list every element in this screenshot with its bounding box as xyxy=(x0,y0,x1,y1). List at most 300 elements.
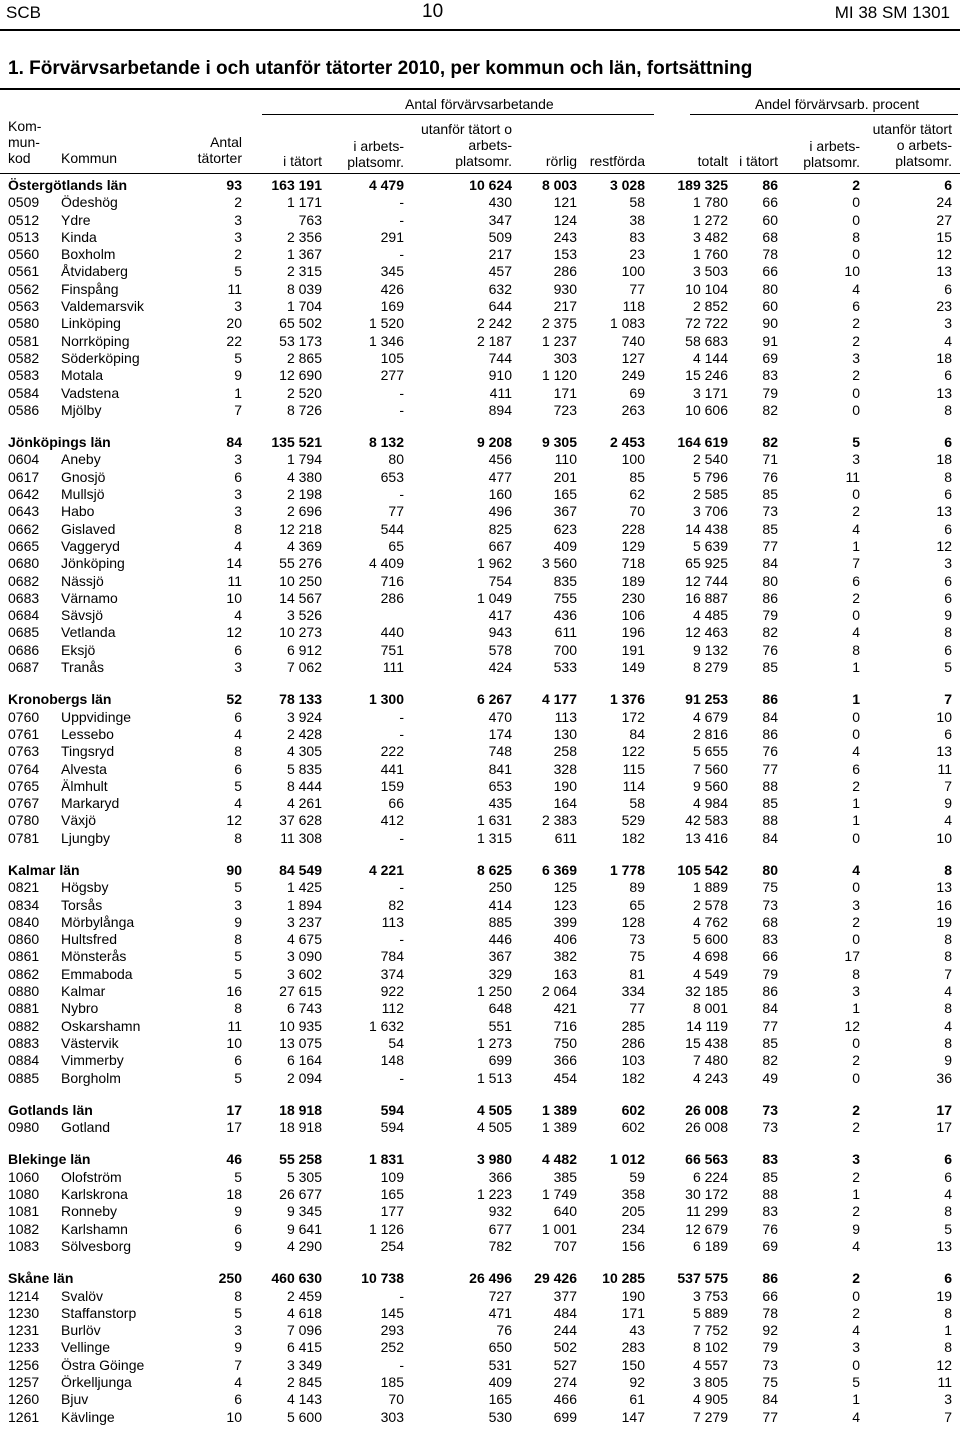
cell-value: 531 xyxy=(488,1356,512,1373)
cell-value: 2 xyxy=(234,194,242,211)
cell-kommun: Tranås xyxy=(61,659,105,676)
cell-value: 12 690 xyxy=(279,367,322,384)
cell-value: 640 xyxy=(553,1203,577,1220)
cell-value: 66 xyxy=(762,194,778,211)
cell-value: 727 xyxy=(488,1287,512,1304)
cell-value: 0 xyxy=(852,725,860,742)
cell-kommun: Ydre xyxy=(61,211,91,228)
col-i-tatort: i tätort xyxy=(283,153,322,169)
cell-value: 110 xyxy=(554,451,577,468)
cell-kod: 0763 xyxy=(8,743,40,760)
cell-value: 8 xyxy=(234,829,242,846)
cell-value: 7 279 xyxy=(692,1408,728,1425)
cell-value: 594 xyxy=(380,1119,404,1136)
cell-value: 1 xyxy=(852,1186,860,1203)
cell-value: 150 xyxy=(621,1356,645,1373)
cell-value: 441 xyxy=(380,760,404,777)
cell-kommun: Uppvidinge xyxy=(61,708,132,725)
cell-value: 20 xyxy=(226,315,242,332)
cell-value: 65 925 xyxy=(685,555,728,572)
cell-value: 174 xyxy=(488,725,512,742)
cell-value: 250 xyxy=(218,1270,242,1287)
cell-value: 125 xyxy=(553,879,577,896)
cell-value: 70 xyxy=(388,1391,404,1408)
cell-value: 38 xyxy=(629,211,645,228)
table-row xyxy=(0,315,960,332)
cell-value: 4 xyxy=(944,983,952,1000)
cell-value: 80 xyxy=(762,572,778,589)
cell-value: 84 xyxy=(226,434,242,451)
cell-kod: 0767 xyxy=(8,795,40,812)
cell-value: 2 xyxy=(852,367,860,384)
cell-value: 23 xyxy=(936,298,952,315)
table-row xyxy=(0,879,960,896)
table-row xyxy=(0,469,960,486)
cell-value: 4 369 xyxy=(286,537,322,554)
cell-value: 3 xyxy=(234,451,242,468)
table-row xyxy=(0,1409,960,1426)
cell-value: 14 567 xyxy=(279,589,322,606)
cell-value: 149 xyxy=(621,659,645,676)
county-row xyxy=(0,1102,960,1119)
cell-value: 9 345 xyxy=(286,1203,322,1220)
cell-value: 303 xyxy=(553,349,577,366)
cell-value: 4 xyxy=(234,1374,242,1390)
cell-value: 677 xyxy=(488,1220,512,1237)
cell-value: 5 835 xyxy=(286,760,322,777)
county-row xyxy=(0,1151,960,1168)
table-row xyxy=(0,931,960,948)
group-antal: Antal förvärvsarbetande xyxy=(405,96,554,112)
cell-kod: 1256 xyxy=(8,1356,40,1373)
cell-value: 85 xyxy=(762,486,778,503)
cell-value: 80 xyxy=(762,280,778,297)
cell-value: 4 675 xyxy=(286,931,322,948)
cell-value: 7 xyxy=(944,1408,952,1425)
cell-value: 4 xyxy=(852,861,860,878)
cell-value: 89 xyxy=(629,879,645,896)
col-p-i-arb: i arbets- platsomr. xyxy=(803,138,860,170)
cell-value: 454 xyxy=(553,1069,577,1086)
cell-value: - xyxy=(399,1069,404,1086)
cell-value: 90 xyxy=(762,315,778,332)
cell-value: 283 xyxy=(621,1339,645,1356)
cell-kommun: Markaryd xyxy=(61,795,120,812)
cell-value: 24 xyxy=(936,194,952,211)
cell-value: 4 177 xyxy=(541,691,577,708)
cell-value: 8 xyxy=(944,931,952,948)
cell-value: 113 xyxy=(381,913,404,930)
cell-value: 527 xyxy=(553,1356,577,1373)
cell-kod: 0662 xyxy=(8,520,40,537)
cell-value: 13 xyxy=(936,263,952,280)
cell-value: 3 349 xyxy=(286,1356,322,1373)
cell-value: 3 xyxy=(234,298,242,315)
cell-value: 8 xyxy=(234,1287,242,1304)
cell-value: 7 xyxy=(234,1356,242,1373)
cell-value: 0 xyxy=(852,879,860,896)
cell-value: 17 xyxy=(844,948,860,965)
cell-value: 5 639 xyxy=(692,537,728,554)
cell-value: 100 xyxy=(621,263,645,280)
cell-value: 8 039 xyxy=(286,280,322,297)
cell-value: 2 242 xyxy=(476,315,512,332)
cell-value: 1 367 xyxy=(286,246,322,263)
cell-value: 406 xyxy=(553,931,577,948)
col-rorlig: rörlig xyxy=(545,153,577,169)
cell-value: 156 xyxy=(621,1237,645,1254)
cell-kod: 1080 xyxy=(8,1186,40,1203)
cell-value: 4 409 xyxy=(368,555,404,572)
cell-value: 3 028 xyxy=(609,177,645,193)
cell-value: 8 xyxy=(234,1000,242,1017)
cell-kod: 0642 xyxy=(8,486,40,503)
cell-value: 4 380 xyxy=(286,468,322,485)
table-row xyxy=(0,263,960,280)
cell-value: 2 xyxy=(852,1203,860,1220)
cell-value: 1 xyxy=(852,795,860,812)
cell-kod: 0883 xyxy=(8,1034,40,1051)
cell-value: 77 xyxy=(762,1017,778,1034)
cell-value: 367 xyxy=(553,503,577,520)
cell-value: 1 120 xyxy=(541,367,577,384)
cell-value: 15 xyxy=(936,228,952,245)
cell-value: 4 xyxy=(234,795,242,812)
cell-value: 105 xyxy=(380,349,404,366)
cell-value: 73 xyxy=(762,1119,778,1136)
cell-value: 4 xyxy=(852,280,860,297)
cell-value: 77 xyxy=(388,503,404,520)
cell-kommun: Vimmerby xyxy=(61,1052,124,1069)
cell-kod: 0760 xyxy=(8,708,40,725)
cell-value: 84 xyxy=(762,555,778,572)
cell-value: 286 xyxy=(621,1034,645,1051)
cell-value: 12 xyxy=(936,537,952,554)
cell-value: 0 xyxy=(852,401,860,418)
cell-value: 537 575 xyxy=(677,1270,728,1287)
cell-kommun: Jönköping xyxy=(61,555,125,572)
cell-value: 12 xyxy=(226,624,242,641)
cell-value: 4 xyxy=(944,1186,952,1203)
table-row xyxy=(0,402,960,419)
cell-value: 1 780 xyxy=(692,194,728,211)
cell-value: 55 276 xyxy=(279,555,322,572)
cell-value: 8 xyxy=(852,641,860,658)
page-header xyxy=(0,0,960,30)
cell-value: 3 xyxy=(944,1391,952,1408)
cell-value: 85 xyxy=(762,1034,778,1051)
cell-value: 69 xyxy=(762,349,778,366)
cell-value: 76 xyxy=(762,743,778,760)
cell-value: 943 xyxy=(488,624,512,641)
cell-value: 22 xyxy=(226,332,242,349)
cell-value: 88 xyxy=(762,812,778,829)
cell-value: 258 xyxy=(553,743,577,760)
cell-value: 16 887 xyxy=(685,589,728,606)
cell-kod: 0680 xyxy=(8,555,40,572)
cell-value: 263 xyxy=(621,401,645,418)
cell-value: 6 xyxy=(944,1168,952,1185)
cell-value: 169 xyxy=(380,298,404,315)
cell-value: 723 xyxy=(553,401,577,418)
cell-value: 460 630 xyxy=(271,1270,322,1287)
cell-value: 14 xyxy=(226,555,242,572)
cell-value: 14 119 xyxy=(686,1017,728,1034)
cell-kommun: Hultsfred xyxy=(61,931,118,948)
cell-value: 6 267 xyxy=(476,691,512,708)
cell-kommun: Norrköping xyxy=(61,332,130,349)
cell-kod: 0764 xyxy=(8,760,40,777)
table-row xyxy=(0,1357,960,1374)
cell-value: 129 xyxy=(621,537,645,554)
cell-value: 3 090 xyxy=(286,948,322,965)
table-row xyxy=(0,555,960,572)
cell-value: 114 xyxy=(622,777,645,794)
cell-value: 10 xyxy=(226,1408,242,1425)
cell-value: 171 xyxy=(621,1304,645,1321)
cell-value: 4 xyxy=(234,607,242,624)
cell-value: 10 285 xyxy=(602,1270,645,1287)
county-row xyxy=(0,434,960,451)
table-row xyxy=(0,1374,960,1391)
cell-kommun: Vellinge xyxy=(61,1339,111,1356)
cell-value: 740 xyxy=(621,332,645,349)
cell-value: 8 102 xyxy=(692,1339,728,1356)
cell-value: 83 xyxy=(629,228,645,245)
cell-value: 105 542 xyxy=(677,861,728,878)
cell-value: 6 xyxy=(852,298,860,315)
cell-value: 835 xyxy=(553,572,577,589)
cell-value: 4 xyxy=(852,1408,860,1425)
cell-value: 2 315 xyxy=(286,263,322,280)
cell-value: 73 xyxy=(762,1101,778,1118)
table-row xyxy=(0,1322,960,1339)
table-row xyxy=(0,966,960,983)
cell-value: 8 xyxy=(234,931,242,948)
cell-value: 2 356 xyxy=(286,228,322,245)
cell-value: 1 889 xyxy=(692,879,728,896)
cell-kod: 1060 xyxy=(8,1168,40,1185)
cell-value: 10 250 xyxy=(279,572,322,589)
cell-kod: 1233 xyxy=(8,1339,40,1356)
header-rule xyxy=(0,29,960,31)
cell-kommun: Boxholm xyxy=(61,246,116,263)
cell-value: 529 xyxy=(621,812,645,829)
cell-value: 4 xyxy=(944,332,952,349)
cell-value: - xyxy=(399,879,404,896)
cell-value: 3 706 xyxy=(692,503,728,520)
table-row xyxy=(0,451,960,468)
cell-value: 4 905 xyxy=(692,1391,728,1408)
cell-value: 84 xyxy=(762,708,778,725)
cell-value: 55 258 xyxy=(279,1151,322,1168)
cell-value: 6 xyxy=(944,367,952,384)
cell-value: 12 xyxy=(226,812,242,829)
cell-value: 5 xyxy=(234,879,242,896)
cell-value: 0 xyxy=(852,384,860,401)
cell-kod: 0584 xyxy=(8,384,40,401)
cell-kod: 1257 xyxy=(8,1374,40,1390)
cell-value: 5 xyxy=(234,263,242,280)
cell-value: 334 xyxy=(621,983,645,1000)
cell-value: 367 xyxy=(488,948,512,965)
col-i-arb: i arbets- platsomr. xyxy=(347,138,404,170)
cell-value: 1 171 xyxy=(286,194,322,211)
cell-kommun: Mönsterås xyxy=(61,948,127,965)
cell-value: 471 xyxy=(488,1304,512,1321)
table-row xyxy=(0,812,960,829)
cell-value: 4 679 xyxy=(692,708,728,725)
cell-value: 222 xyxy=(380,743,404,760)
cell-value: 17 xyxy=(936,1119,952,1136)
cell-value: 2 459 xyxy=(286,1287,322,1304)
table-row xyxy=(0,486,960,503)
cell-value: 8 xyxy=(852,228,860,245)
cell-value: 544 xyxy=(380,520,404,537)
cell-value: 417 xyxy=(488,607,512,624)
cell-value: 699 xyxy=(553,1408,577,1425)
cell-kod: 0861 xyxy=(8,948,40,965)
cell-value: 85 xyxy=(629,468,645,485)
cell-value: 78 xyxy=(762,1304,778,1321)
cell-value: 602 xyxy=(621,1119,645,1136)
cell-value: 2 198 xyxy=(286,486,322,503)
cell-value: 6 xyxy=(234,1391,242,1408)
cell-value: 217 xyxy=(488,246,512,263)
cell-value: 7 062 xyxy=(286,659,322,676)
cell-value: 27 xyxy=(936,211,952,228)
table-row xyxy=(0,229,960,246)
cell-value: 1 xyxy=(852,1391,860,1408)
cell-value: 11 xyxy=(845,468,860,485)
cell-value: 80 xyxy=(762,861,778,878)
cell-value: 2 xyxy=(852,1304,860,1321)
cell-value: 1 520 xyxy=(368,315,404,332)
cell-value: 13 075 xyxy=(279,1034,322,1051)
cell-kod: 0617 xyxy=(8,468,40,485)
table-row xyxy=(0,333,960,350)
cell-kommun: Gislaved xyxy=(61,520,116,537)
table-row xyxy=(0,726,960,743)
cell-value: - xyxy=(399,401,404,418)
cell-value: 165 xyxy=(553,486,577,503)
cell-value: 894 xyxy=(488,401,512,418)
cell-value: 2 453 xyxy=(609,434,645,451)
cell-kommun: Åtvidaberg xyxy=(61,263,128,280)
cell-value: 77 xyxy=(629,280,645,297)
cell-value: 1 049 xyxy=(476,589,512,606)
table-row xyxy=(0,897,960,914)
cell-kommun: Linköping xyxy=(61,315,121,332)
cell-value: 1 704 xyxy=(286,298,322,315)
cell-value: 0 xyxy=(852,1034,860,1051)
cell-value: 3 xyxy=(852,451,860,468)
cell-value: 127 xyxy=(621,349,645,366)
cell-value: 1 xyxy=(852,691,860,708)
cell-value: 68 xyxy=(762,228,778,245)
cell-value: 111 xyxy=(382,659,404,676)
cell-kommun: Växjö xyxy=(61,812,97,829)
cell-value: 8 xyxy=(852,965,860,982)
cell-value: 328 xyxy=(553,760,577,777)
cell-value: 3 xyxy=(234,1322,242,1339)
cell-value: 42 583 xyxy=(685,812,728,829)
cell-kod: 0684 xyxy=(8,607,40,624)
cell-value: 88 xyxy=(762,1186,778,1203)
cell-value: 9 641 xyxy=(286,1220,322,1237)
cell-value: 18 xyxy=(936,451,952,468)
cell-value: 5 xyxy=(234,349,242,366)
cell-value: 2 578 xyxy=(692,896,728,913)
cell-value: 3 482 xyxy=(692,228,728,245)
cell-kommun: Habo xyxy=(61,503,95,520)
cell-value: 4 984 xyxy=(692,795,728,812)
cell-value: 185 xyxy=(380,1374,404,1390)
cell-value: 189 xyxy=(621,572,645,589)
col-p-utanfor: utanför tätort o arbets- platsomr. xyxy=(872,121,952,169)
cell-value: 26 677 xyxy=(279,1186,322,1203)
cell-value: 92 xyxy=(762,1322,778,1339)
cell-kommun: Gnosjö xyxy=(61,468,106,485)
cell-value: 77 xyxy=(762,1408,778,1425)
cell-kod: 1083 xyxy=(8,1237,40,1254)
cell-value: 2 845 xyxy=(286,1374,322,1390)
cell-value: 611 xyxy=(554,829,577,846)
cell-value: 9 xyxy=(234,1237,242,1254)
cell-value: - xyxy=(399,1287,404,1304)
cell-value: 23 xyxy=(629,246,645,263)
cell-kod: 0880 xyxy=(8,983,40,1000)
cell-value: 9 xyxy=(944,1052,952,1069)
cell-value: 92 xyxy=(629,1374,645,1390)
cell-value: 37 628 xyxy=(279,812,322,829)
cell-value: 0 xyxy=(852,1356,860,1373)
cell-value: 2 xyxy=(852,589,860,606)
cell-value: 4 xyxy=(234,725,242,742)
cell-value: 191 xyxy=(621,641,645,658)
table-row xyxy=(0,761,960,778)
cell-value: 5 305 xyxy=(286,1168,322,1185)
cell-value: 54 xyxy=(388,1034,404,1051)
cell-kod: 1214 xyxy=(8,1287,40,1304)
cell-value: 11 xyxy=(227,1017,242,1034)
table-row xyxy=(0,350,960,367)
cell-value: 366 xyxy=(553,1052,577,1069)
cell-kod: 0761 xyxy=(8,725,40,742)
col-restforda: restförda xyxy=(589,153,645,169)
cell-value: 2 428 xyxy=(286,725,322,742)
cell-value: 121 xyxy=(553,194,577,211)
cell-value: 6 xyxy=(234,1052,242,1069)
cell-value: 6 xyxy=(944,572,952,589)
cell-value: 0 xyxy=(852,708,860,725)
cell-value: 26 008 xyxy=(685,1119,728,1136)
cell-kod: 1082 xyxy=(8,1220,40,1237)
cell-value: 910 xyxy=(488,367,512,384)
cell-value: 411 xyxy=(489,384,512,401)
cell-kommun: Blekinge län xyxy=(8,1151,91,1168)
cell-value: 286 xyxy=(553,263,577,280)
cell-value: 484 xyxy=(553,1304,577,1321)
cell-value: 69 xyxy=(629,384,645,401)
cell-value: 43 xyxy=(629,1322,645,1339)
cell-value: 73 xyxy=(762,1356,778,1373)
cell-value: 6 xyxy=(944,520,952,537)
cell-kommun: Värnamo xyxy=(61,589,118,606)
cell-value: 165 xyxy=(380,1186,404,1203)
header-right: MI 38 SM 1301 xyxy=(834,3,950,22)
cell-value: 4 549 xyxy=(692,965,728,982)
